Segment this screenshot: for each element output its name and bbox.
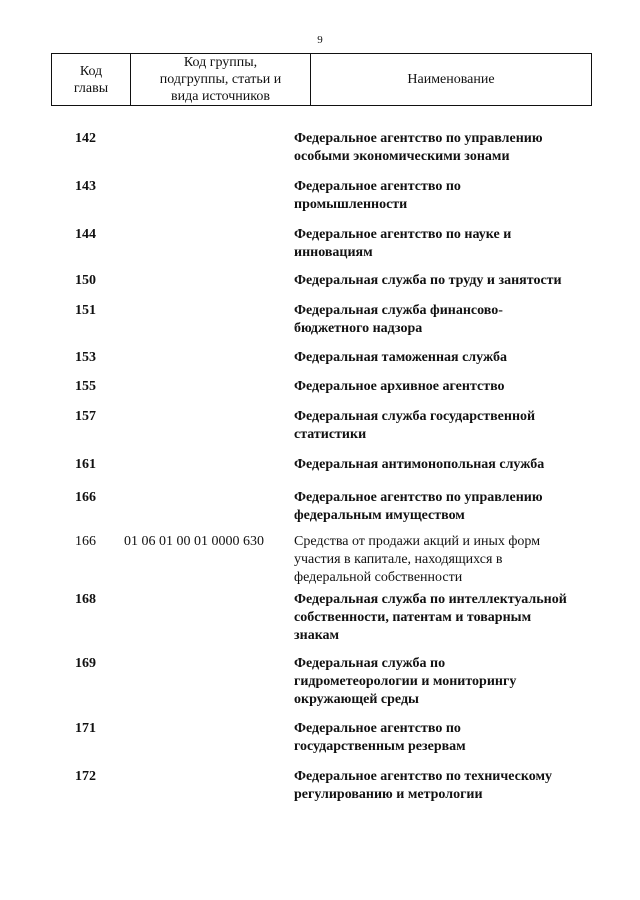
row-code: 166 [75,534,96,549]
row-name: Федеральная служба по труду и занятости [294,273,562,288]
row-name: Федеральная служба по гидрометеорологии и мониторингу окружающей среды [294,656,517,707]
row-code: 161 [75,457,96,472]
row-code: 157 [75,409,96,424]
row-name: Федеральная антимонопольная служба [294,457,545,472]
row-group-code: 01 06 01 00 01 0000 630 [124,534,264,549]
row-name: Федеральное агентство по управлению особыми экономическими зонами [294,131,543,164]
row-name: Федеральная таможенная служба [294,350,507,365]
row-code: 150 [75,273,96,288]
row-code: 169 [75,656,96,671]
row-code: 142 [75,131,96,146]
row-code: 168 [75,592,96,607]
header-group-cell: Код группы, подгруппы, статьи и вида источников [131,54,311,106]
row-name: Федеральное агентство по техническому регулированию и метрологии [294,769,553,802]
row-code: 155 [75,379,96,394]
row-code: 172 [75,769,96,784]
row-code: 153 [75,350,96,365]
row-name: Федеральная служба государственной статистики [294,409,536,442]
row-code: 171 [75,721,96,736]
header-code-cell: Код главы [52,54,131,106]
page-number: 9 [317,34,323,46]
row-code: 166 [75,490,96,505]
row-name: Федеральное агентство по управлению федеральным имуществом [294,490,543,523]
row-code: 151 [75,303,96,318]
header-name-cell: Наименование [311,54,592,106]
row-name: Федеральная служба финансово- бюджетного надзора [294,303,503,336]
row-code: 143 [75,179,96,194]
row-name: Федеральное архивное агентство [294,379,505,394]
row-code: 144 [75,227,96,242]
row-name: Федеральная служба по интеллектуальной собственности, патентам и товарным знакам [294,592,567,643]
row-name: Федеральное агентство по государственным резервам [294,721,466,754]
row-name: Федеральное агентство по промышленности [294,179,461,212]
row-name: Федеральное агентство по науке и инновациям [294,227,512,260]
row-name: Средства от продажи акций и иных форм участия в капитале, находящихся в федеральной собственности [294,534,541,585]
